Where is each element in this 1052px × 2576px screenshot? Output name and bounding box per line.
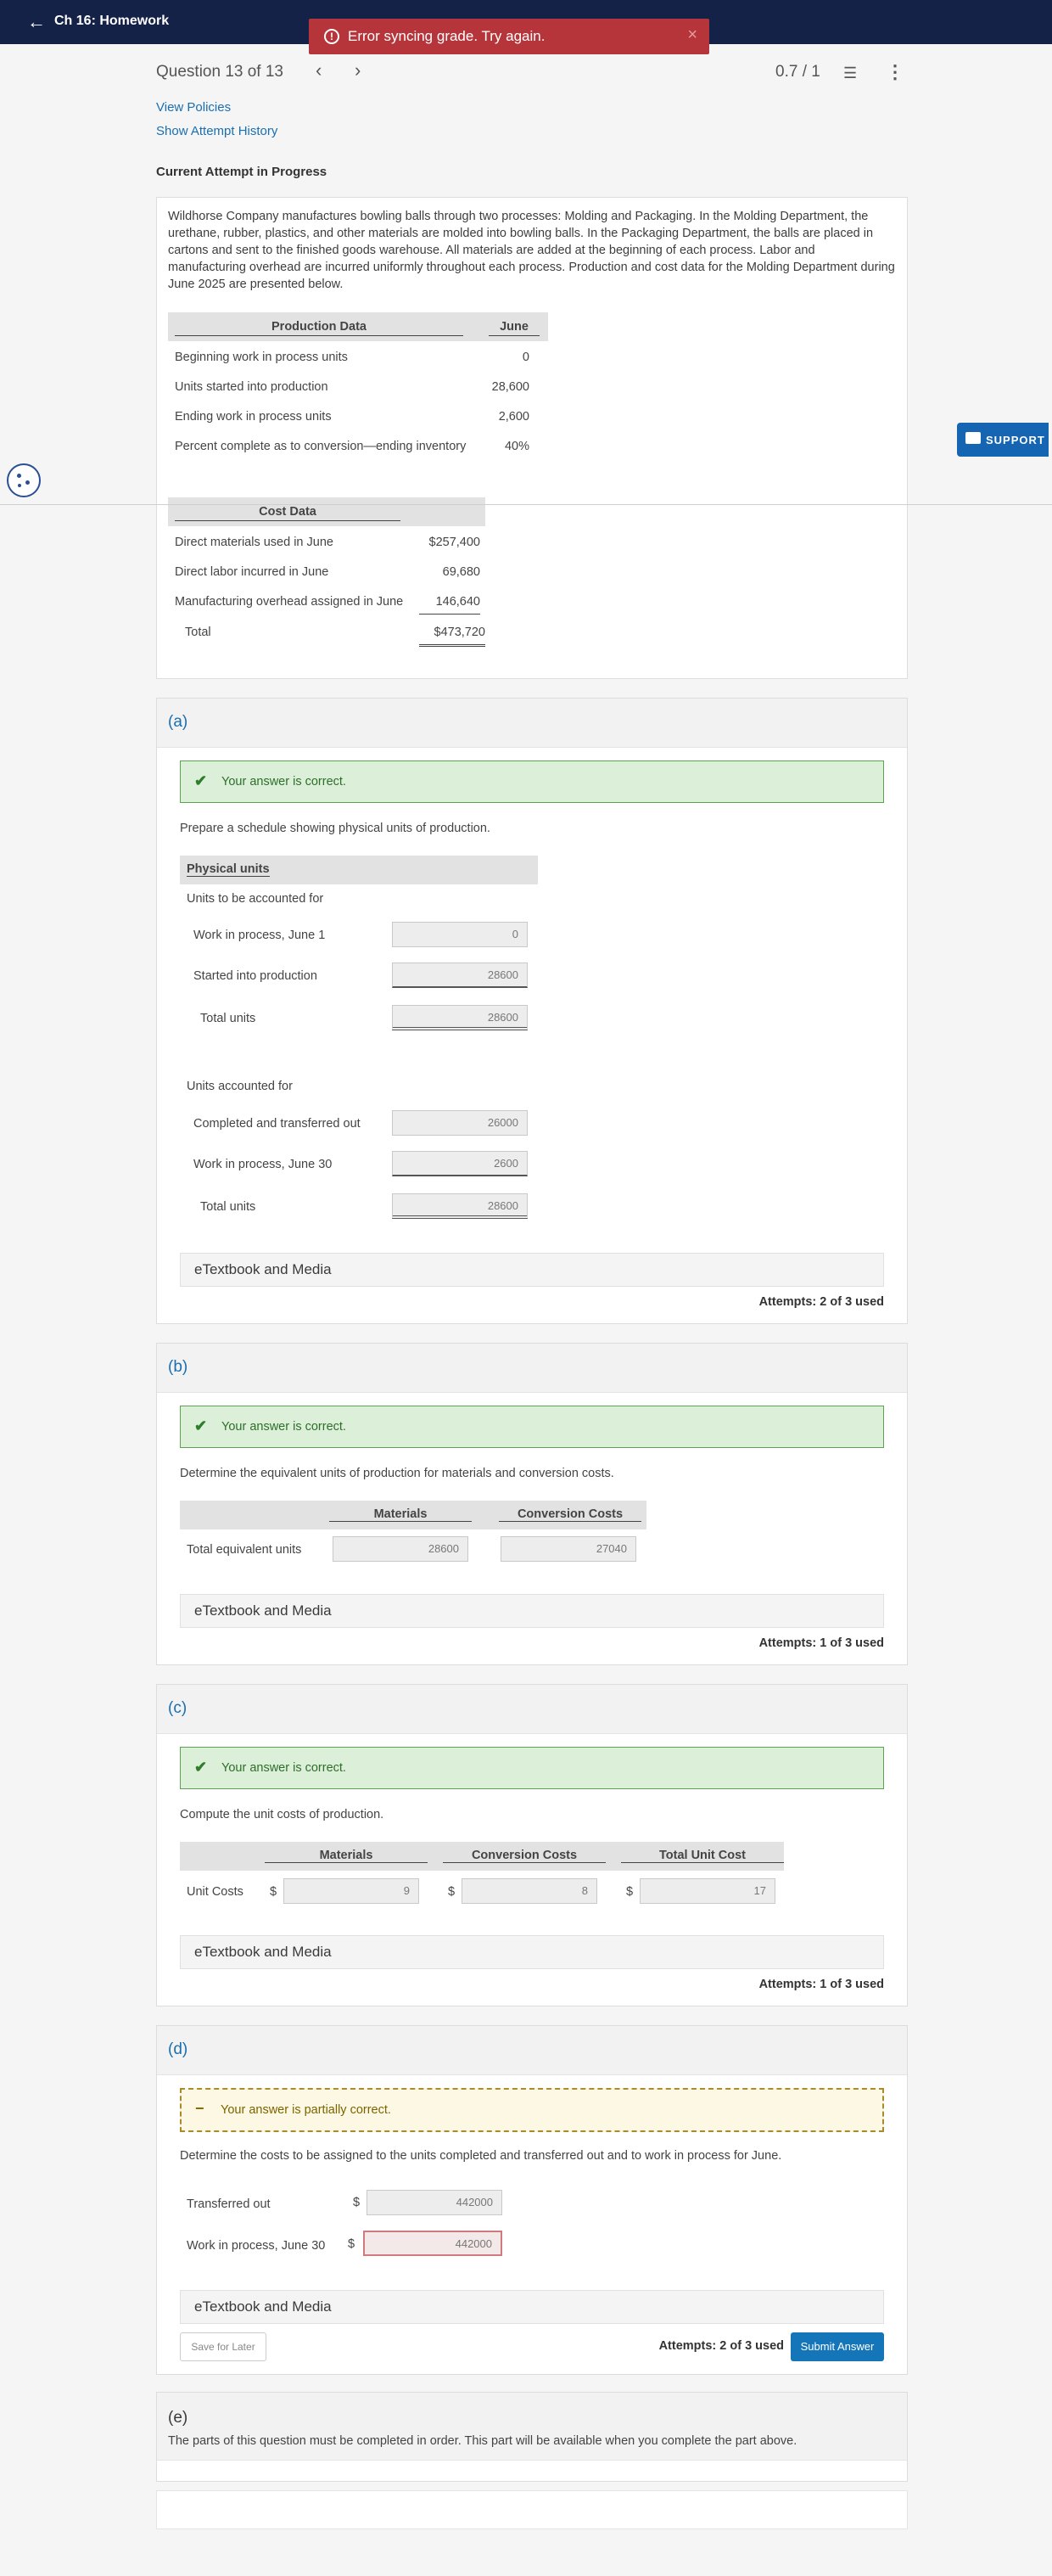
part-a-header <box>157 699 907 748</box>
status-text: Your answer is correct. <box>221 775 346 789</box>
view-policies-link[interactable]: View Policies <box>156 100 232 115</box>
support-label: SUPPORT <box>986 434 1045 446</box>
conversion-costs-heading: Conversion Costs <box>443 1849 606 1863</box>
overlay-divider <box>0 504 1052 505</box>
cost-label: Total <box>185 626 211 639</box>
conversion-costs-heading: Conversion Costs <box>499 1507 641 1522</box>
etextbook-button[interactable]: eTextbook and Media <box>180 2290 884 2324</box>
correct-banner <box>180 760 884 803</box>
row-label: Unit Costs <box>187 1885 243 1899</box>
etextbook-button[interactable]: eTextbook and Media <box>180 1253 884 1287</box>
checkmark-icon: ✔ <box>194 772 208 789</box>
status-text: Your answer is correct. <box>221 1761 346 1775</box>
status-text: Your answer is correct. <box>221 1420 346 1434</box>
part-d-label: (d) <box>168 2040 188 2058</box>
materials-input[interactable]: 28600 <box>333 1536 468 1562</box>
attempts-counter: Attempts: 2 of 3 used <box>758 1295 884 1309</box>
error-message: Error syncing grade. Try again. <box>348 28 546 44</box>
next-question-button[interactable]: › <box>355 59 361 81</box>
footer-spacer <box>156 2490 908 2529</box>
checkmark-icon: ✔ <box>194 1759 208 1776</box>
error-toast <box>309 19 709 54</box>
question-title: Question 13 of 13 <box>156 63 283 81</box>
cost-data-heading: Cost Data <box>175 505 400 521</box>
list-icon[interactable]: ☰ <box>843 65 858 81</box>
prod-label: Units started into production <box>175 380 328 394</box>
wip-june-30-input[interactable]: 442000 <box>363 2231 502 2256</box>
cost-value: 69,680 <box>442 565 480 579</box>
problem-text: Wildhorse Company manufactures bowling balls through two processes: Molding and Packaging. In the Molding Department, the urethane, rubber, plastics, and other materials are molded into bowling balls. In the Packaging Department, the balls are placed in cartons and sent to the finished goods warehouse. All materials are added at the beginning of each process. Labor and manufacturing overhead are incurred uniformly throughout each process. Production and cost data for the Molding Department during June 2025 are presented below. <box>168 210 895 291</box>
part-c-label: (c) <box>168 1699 187 1717</box>
row-label: Work in process, June 30 <box>187 2239 326 2253</box>
conversion-costs-input[interactable]: 27040 <box>501 1536 636 1562</box>
part-e-label: (e) <box>168 2409 188 2427</box>
attempts-counter: Attempts: 1 of 3 used <box>758 1636 884 1650</box>
cost-label: Direct labor incurred in June <box>175 565 329 579</box>
part-d-prompt: Determine the costs to be assigned to the units completed and transferred out and to work in process for June. <box>180 2149 782 2163</box>
row-label: Started into production <box>193 969 317 983</box>
checkmark-icon: ✔ <box>194 1417 208 1434</box>
prev-question-button[interactable]: ‹ <box>316 59 322 81</box>
row-label: Work in process, June 30 <box>193 1158 333 1171</box>
close-icon[interactable]: × <box>687 25 697 44</box>
physical-units-heading: Physical units <box>187 862 270 876</box>
score: 0.7 / 1 <box>775 63 820 81</box>
currency-symbol: $ <box>270 1885 277 1899</box>
part-b-prompt: Determine the equivalent units of production for materials and conversion costs. <box>180 1467 614 1480</box>
cost-value: $257,400 <box>428 536 480 549</box>
submit-answer-button[interactable]: Submit Answer <box>791 2332 884 2361</box>
answer-input[interactable]: 26000 <box>392 1110 528 1136</box>
answer-input[interactable]: 28600 <box>392 1193 528 1219</box>
currency-symbol: $ <box>448 1885 456 1899</box>
currency-symbol: $ <box>353 2196 361 2209</box>
part-d-header <box>157 2026 907 2075</box>
more-menu-icon[interactable]: ⋮ <box>886 61 904 82</box>
row-label: Total units <box>200 1012 256 1025</box>
cost-value: $473,720 <box>419 626 485 647</box>
prod-label: Beginning work in process units <box>175 351 348 364</box>
answer-input[interactable]: 2600 <box>392 1151 528 1176</box>
save-for-later-button[interactable]: Save for Later <box>180 2332 266 2361</box>
materials-heading: Materials <box>329 1507 472 1522</box>
cost-label: Manufacturing overhead assigned in June <box>175 595 404 609</box>
production-data-heading: Production Data <box>175 320 463 336</box>
june-heading: June <box>489 320 540 336</box>
total-unit-cost-heading: Total Unit Cost <box>621 1849 784 1863</box>
total-unit-cost-input[interactable]: 17 <box>640 1878 775 1904</box>
answer-input[interactable]: 28600 <box>392 962 528 988</box>
prod-value: 40% <box>504 440 529 453</box>
support-button[interactable] <box>957 423 1049 457</box>
currency-symbol: $ <box>626 1885 634 1899</box>
cost-label: Direct materials used in June <box>175 536 333 549</box>
answer-input[interactable]: 0 <box>392 922 528 947</box>
breadcrumb[interactable]: Ch 16: Homework <box>54 14 170 28</box>
prod-value: 0 <box>522 351 529 364</box>
part-c-header <box>157 1685 907 1734</box>
part-e-header <box>157 2393 907 2461</box>
part-b-header <box>157 1344 907 1393</box>
correct-banner <box>180 1747 884 1789</box>
attempts-counter: Attempts: 1 of 3 used <box>758 1978 884 1991</box>
part-c-prompt: Compute the unit costs of production. <box>180 1808 384 1821</box>
row-label: Total equivalent units <box>187 1543 302 1557</box>
cost-value: 146,640 <box>419 595 480 615</box>
correct-banner <box>180 1406 884 1448</box>
materials-heading: Materials <box>265 1849 428 1863</box>
arrow-left-icon[interactable]: ← <box>27 11 46 32</box>
transferred-out-input[interactable]: 442000 <box>367 2190 502 2215</box>
part-b-label: (b) <box>168 1358 188 1376</box>
section-label: Units accounted for <box>187 1080 293 1093</box>
conversion-costs-input[interactable]: 8 <box>462 1878 597 1904</box>
prod-label: Percent complete as to conversion—ending inventory <box>175 440 467 453</box>
row-label: Transferred out <box>187 2197 271 2211</box>
materials-input[interactable]: 9 <box>283 1878 419 1904</box>
attempts-counter: Attempts: 2 of 3 used <box>658 2339 784 2353</box>
prod-value: 28,600 <box>491 380 529 394</box>
partial-banner <box>180 2088 884 2132</box>
status-text: Your answer is partially correct. <box>221 2103 391 2117</box>
part-e-text: The parts of this question must be completed in order. This part will be available when you complete the part above. <box>168 2434 797 2448</box>
currency-symbol: $ <box>348 2237 355 2251</box>
prod-label: Ending work in process units <box>175 410 332 424</box>
part-a-label: (a) <box>168 713 188 731</box>
error-icon: ! <box>324 29 339 44</box>
section-label: Units to be accounted for <box>187 892 324 906</box>
etextbook-button[interactable]: eTextbook and Media <box>180 1594 884 1628</box>
row-label: Work in process, June 1 <box>193 929 326 942</box>
chat-icon <box>965 432 981 444</box>
attempt-status: Current Attempt in Progress <box>156 165 327 179</box>
row-label: Completed and transferred out <box>193 1117 361 1131</box>
prod-value: 2,600 <box>498 410 529 424</box>
etextbook-button[interactable]: eTextbook and Media <box>180 1935 884 1969</box>
answer-input[interactable]: 28600 <box>392 1005 528 1030</box>
part-a-prompt: Prepare a schedule showing physical units of production. <box>180 822 490 835</box>
attempt-history-link[interactable]: Show Attempt History <box>156 124 278 138</box>
row-label: Total units <box>200 1200 256 1214</box>
cookie-icon[interactable] <box>7 463 41 497</box>
minus-icon: − <box>195 2100 204 2117</box>
